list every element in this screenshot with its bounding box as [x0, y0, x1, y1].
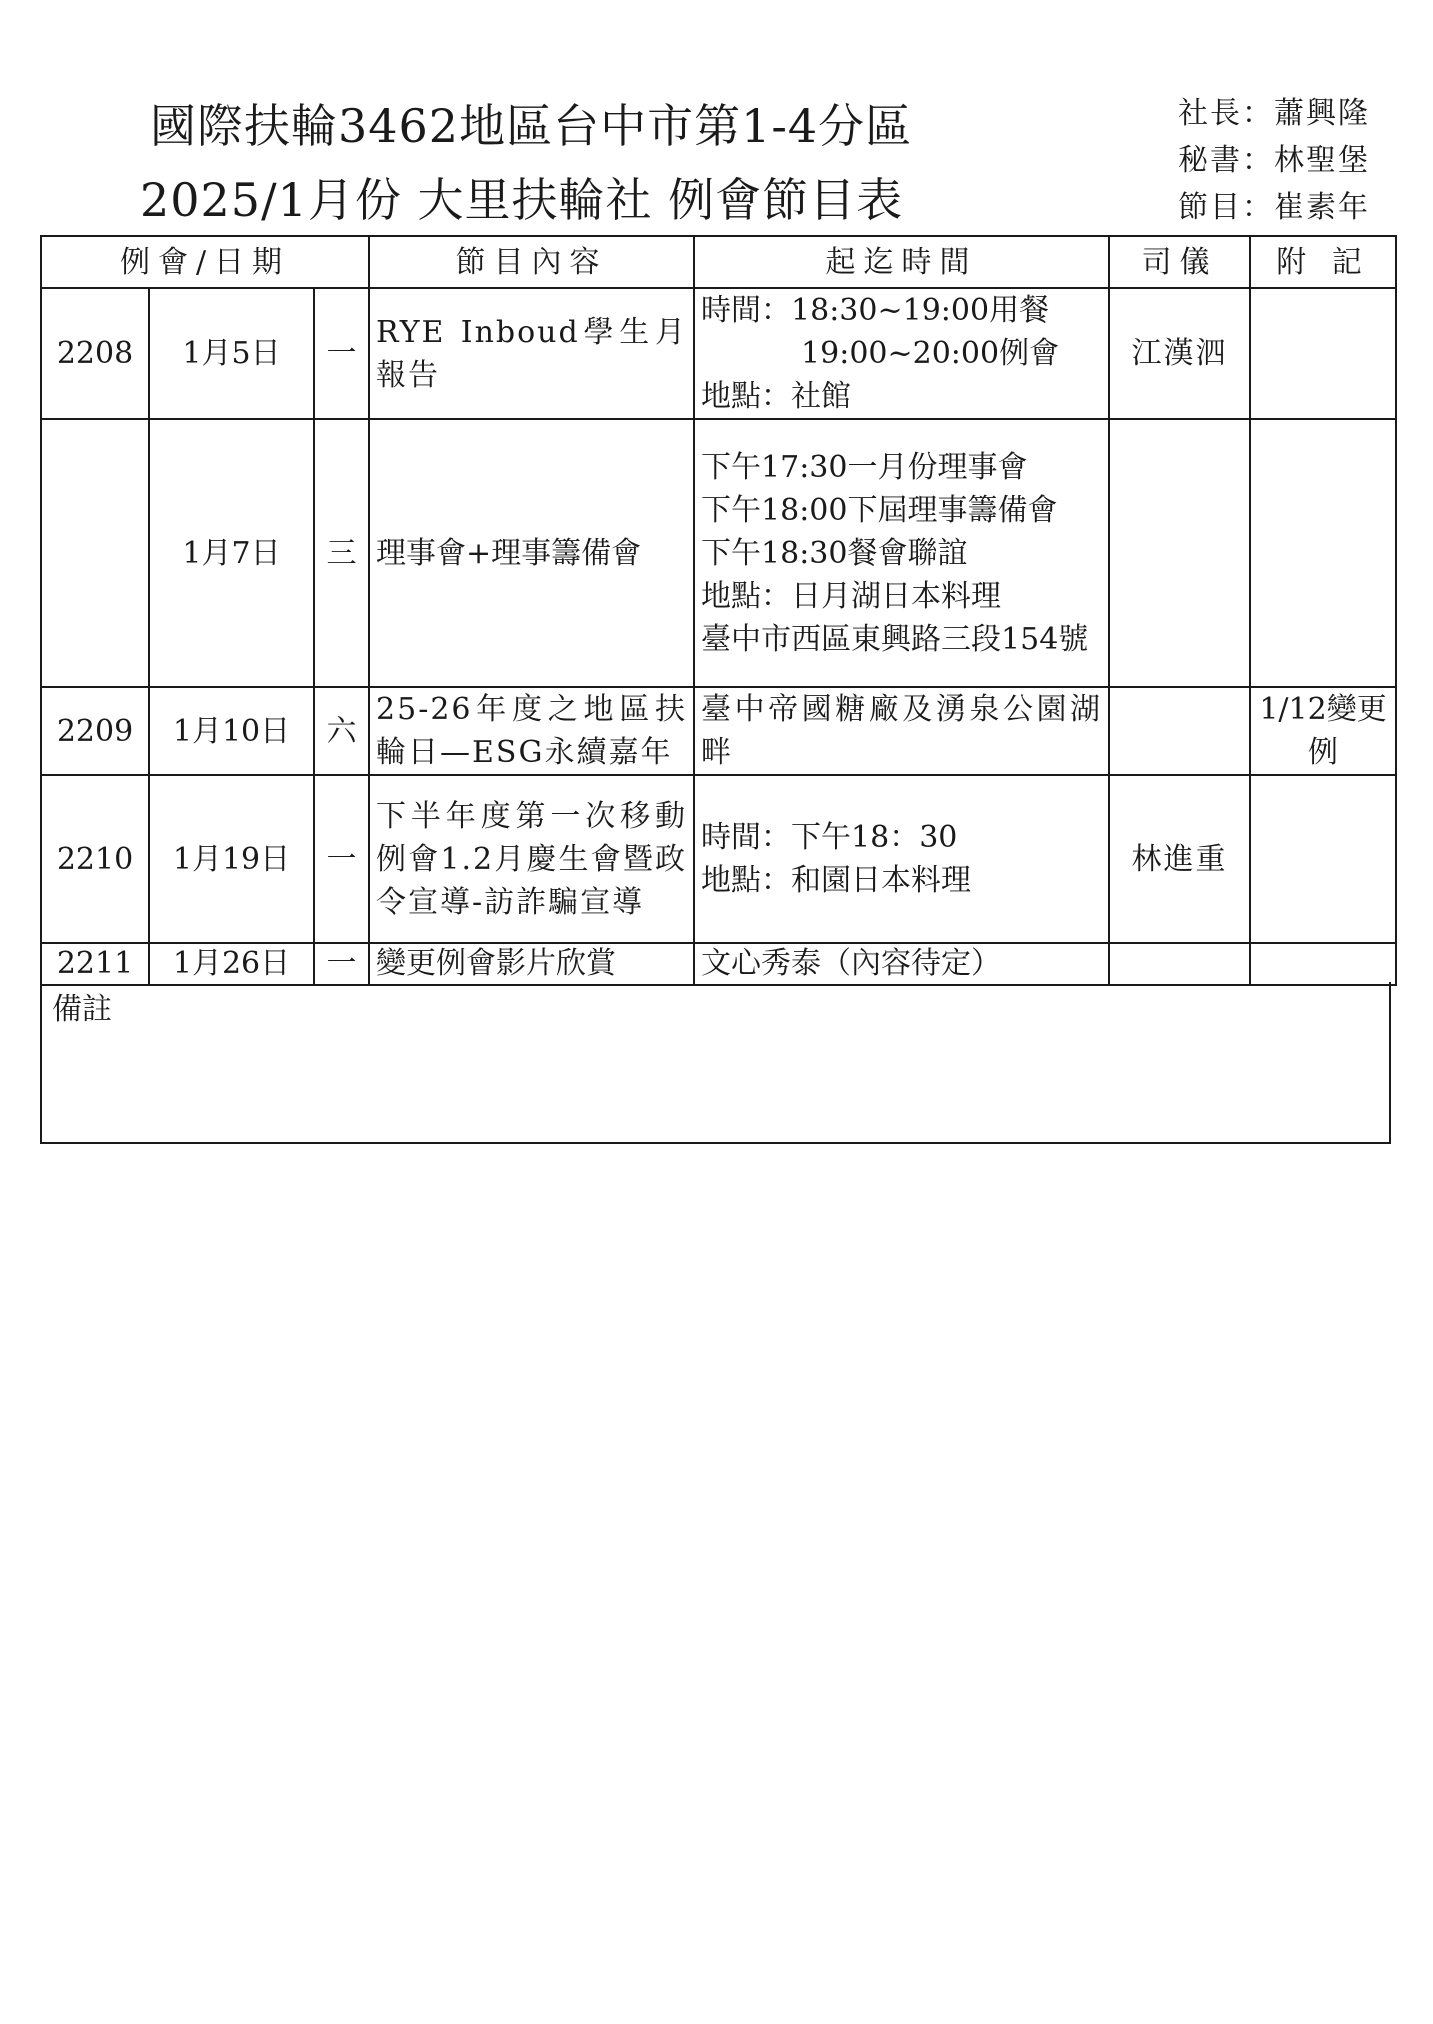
emcee — [1109, 943, 1250, 985]
meeting-date: 1月19日 — [149, 775, 314, 943]
meeting-number: 2209 — [41, 687, 149, 775]
program-content: 理事會+理事籌備會 — [369, 419, 694, 687]
time-line: 時間：18:30~19:00用餐 — [701, 293, 1050, 328]
table-row — [41, 419, 1396, 687]
meeting-date: 1月10日 — [149, 687, 314, 775]
meeting-weekday: 三 — [314, 419, 369, 687]
program-content: 下半年度第一次移動例會1.2月慶生會暨政令宣導-訪詐騙宣導 — [369, 775, 694, 943]
title-line-1: 國際扶輪3462地區台中市第1-4分區 — [150, 99, 913, 153]
table-row — [41, 775, 1396, 943]
header-remarks: 附 記 — [1250, 236, 1396, 288]
header-meeting-date: 例會/日期 — [41, 236, 369, 288]
meeting-weekday: 一 — [314, 288, 369, 419]
time-line: 地點：日月湖日本料理 — [701, 578, 1002, 614]
meeting-date: 1月26日 — [149, 943, 314, 985]
time-cell: 文心秀泰（內容待定） — [694, 943, 1109, 985]
time-cell — [694, 419, 1109, 687]
title-line-2: 2025/1月份 大里扶輪社 例會節目表 — [140, 173, 904, 227]
time-line: 臺中市西區東興路三段154號 — [701, 621, 1089, 657]
table-header-row — [41, 236, 1396, 288]
table-row — [41, 943, 1396, 985]
officer-secretary: 秘書：林聖堡 — [1178, 143, 1370, 178]
time-cell: 臺中帝國糖廠及湧泉公園湖畔 — [694, 687, 1109, 775]
meeting-number: 2211 — [41, 943, 149, 985]
remarks — [1250, 419, 1396, 687]
meeting-weekday: 一 — [314, 943, 369, 985]
program-content: 25-26年度之地區扶輪日—ESG永續嘉年 — [369, 687, 694, 775]
header-time: 起迄時間 — [694, 236, 1109, 288]
time-line: 地點：和園日本料理 — [701, 863, 972, 898]
program-content: RYE Inboud學生月報告 — [369, 288, 694, 419]
remarks — [1250, 288, 1396, 419]
header-program: 節目內容 — [369, 236, 694, 288]
meeting-weekday: 一 — [314, 775, 369, 943]
schedule-table — [40, 235, 1397, 986]
meeting-date: 1月7日 — [149, 419, 314, 687]
meeting-date: 1月5日 — [149, 288, 314, 419]
meeting-number: 2208 — [41, 288, 149, 419]
remarks: 1/12變更例 — [1250, 687, 1396, 775]
time-line: 地點：社館 — [701, 379, 852, 414]
time-cell — [694, 288, 1109, 419]
meeting-weekday: 六 — [314, 687, 369, 775]
emcee: 林進重 — [1109, 775, 1250, 943]
notes-box — [40, 982, 1391, 1144]
table-row — [41, 288, 1396, 419]
remarks — [1250, 943, 1396, 985]
time-line: 下午17:30一月份理事會 — [701, 449, 1028, 485]
emcee: 江漢泗 — [1109, 288, 1250, 419]
officer-president: 社長：蕭興隆 — [1178, 96, 1370, 131]
program-content: 變更例會影片欣賞 — [369, 943, 694, 985]
emcee — [1109, 687, 1250, 775]
table-row — [41, 687, 1396, 775]
notes-label: 備註 — [52, 992, 112, 1027]
officer-program: 節目：崔素年 — [1178, 190, 1370, 225]
time-cell — [694, 775, 1109, 943]
time-line: 下午18:30餐會聯誼 — [701, 535, 968, 571]
remarks — [1250, 775, 1396, 943]
header-emcee: 司儀 — [1109, 236, 1250, 288]
time-line: 時間：下午18：30 — [701, 820, 958, 855]
emcee — [1109, 419, 1250, 687]
time-line: 19:00~20:00例會 — [801, 336, 1060, 371]
time-line: 下午18:00下屆理事籌備會 — [701, 492, 1058, 528]
meeting-number: 2210 — [41, 775, 149, 943]
officers-block — [1178, 90, 1370, 231]
meeting-number — [41, 419, 149, 687]
